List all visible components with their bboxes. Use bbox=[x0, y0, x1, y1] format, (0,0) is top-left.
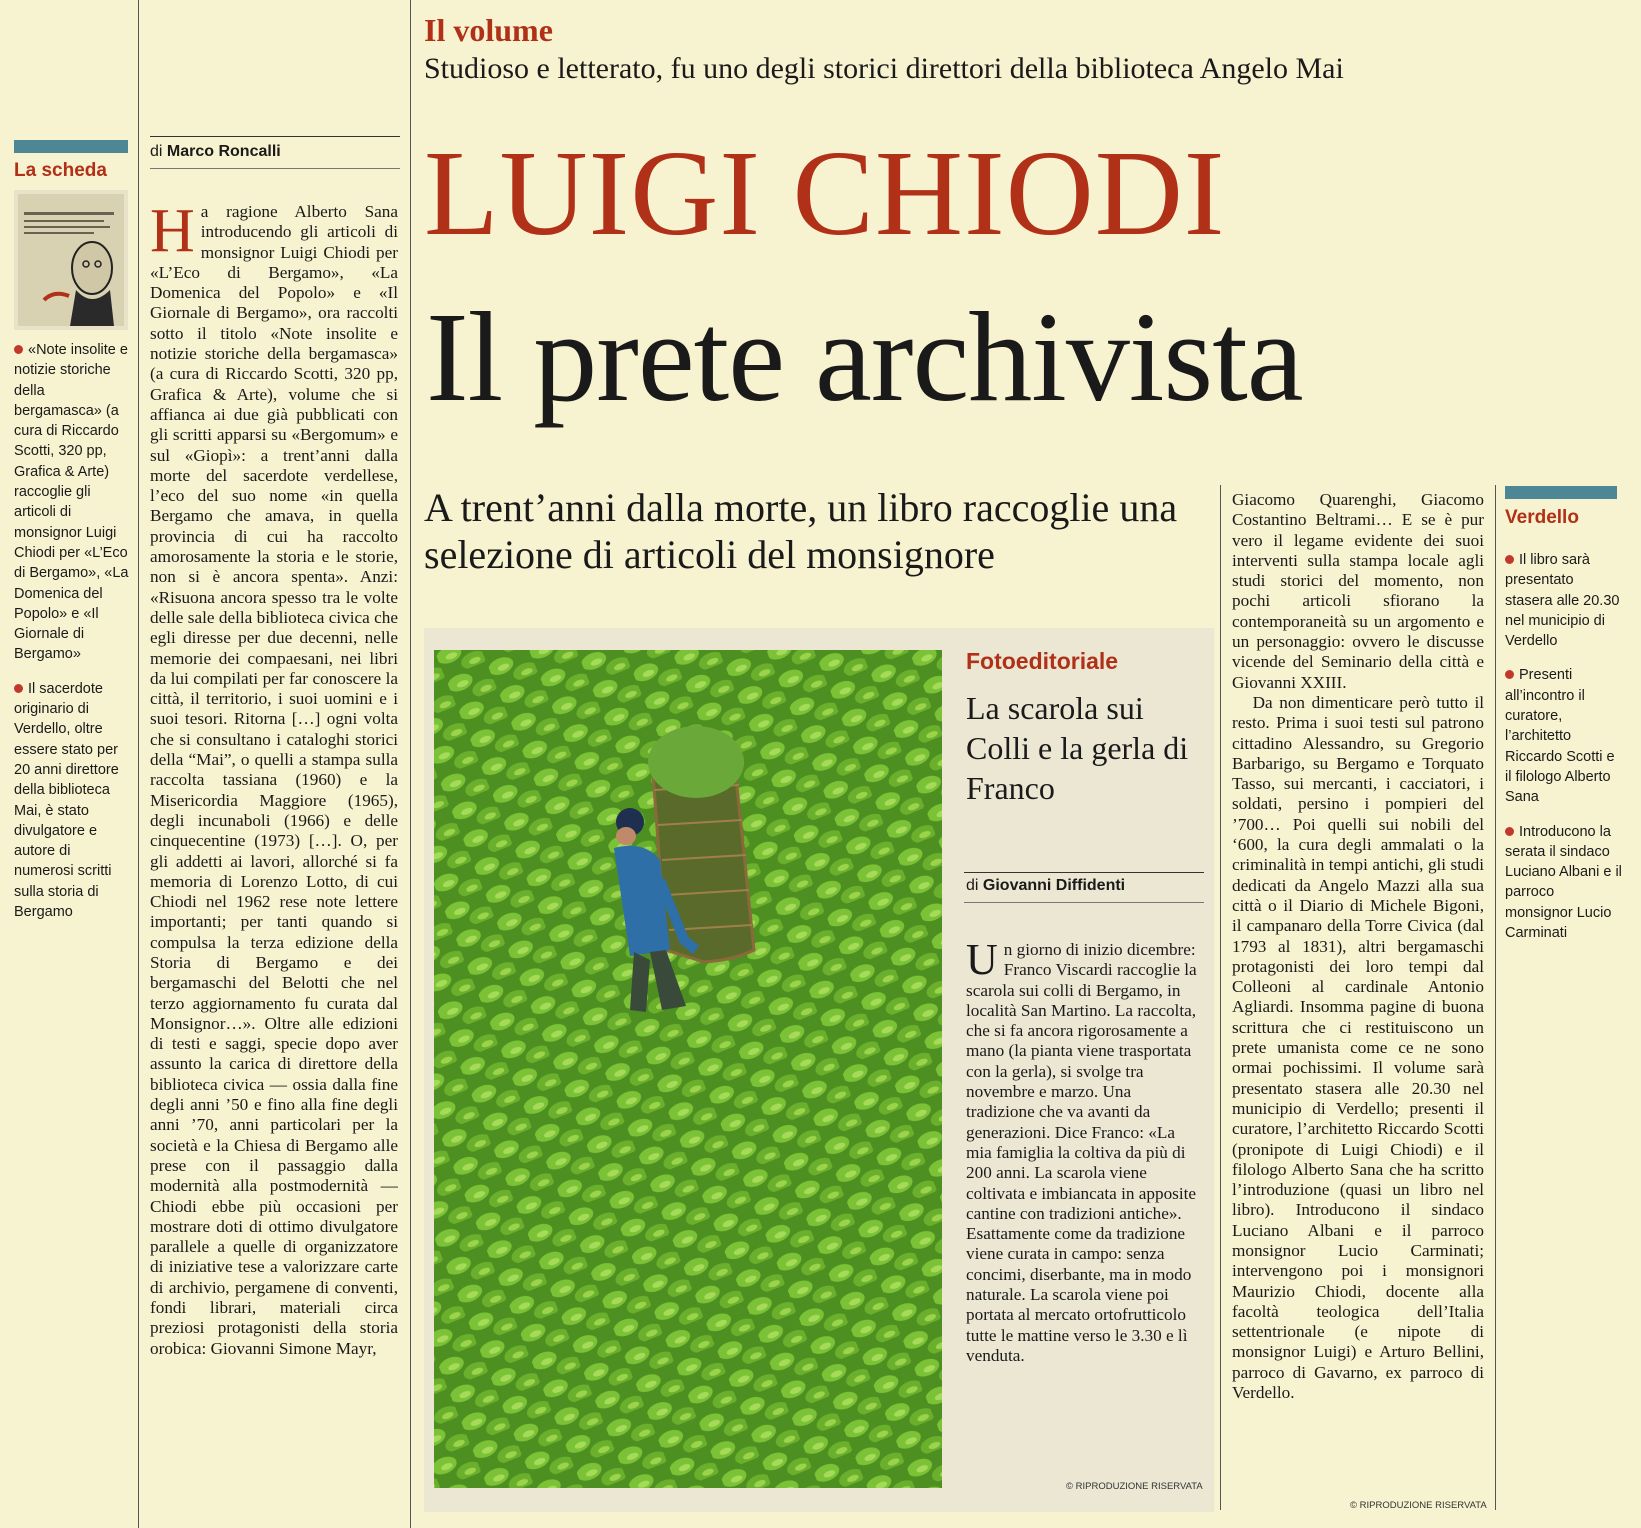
kicker: Il volume bbox=[424, 12, 553, 48]
sidebar-item: Il sacerdote originario di Verdello, oltre essere stato per 20 anni direttore della biblioteca Mai, è stato divulgatore e autore di numerosi scritti sulla storia di Bergamo bbox=[14, 680, 119, 921]
dropcap: U bbox=[966, 940, 998, 984]
subkicker: Studioso e letterato, fu uno degli storici direttori della biblioteca Angelo Mai bbox=[424, 52, 1344, 85]
sidebar-right-list bbox=[1505, 550, 1623, 957]
article-column-1: Ha ragione Alberto Sana introducendo gli articoli di monsignor Luigi Chiodi per «L’Eco di Bergamo», «La Domenica del Popolo» e «Il Giornale di Bergamo», ora raccolti sotto il titolo «Note insolite e notizie storiche della bergamasca» (a cura di Riccardo Scotti, 320 pp, Grafica & Arte), volume che si affianca ai due già pubblicati con gli scritti apparsi su «Bergomum» e sul «Giopì»: a trent’anni dalla morte del sacerdote verdellese, l’eco del suo nome «in quella Bergamo che amava, in quella provincia di cui ha raccolto amorosamente la storia e le storie, non si è ancora spenta». Anzi: «Risuona ancora spesso tra le volte delle sale della biblioteca civica che egli diresse per due decenni, nelle memorie dei compaesani, nei libri da lui compilati per far conoscere la città, il territorio, i suoi uomini e i suoi tesori. Ritorna […] ogni volta che si consultano i cataloghi storici della “Mai”, o quelli a stampa sulla raccolta tassiana (1960) e la Misericordia Maggiore (1965), degli incunaboli (1966) e delle cinquecentine (1973) […]. O, per gli addetti ai lavori, allorché si fa memoria di Lorenzo Lotto, di cui Chiodi nel 1962 rese note lettere importanti; per tanti quando si compulsa la terza edizione della Storia di Bergamo e dei bergamaschi del Belotti che nel terzo aggiornamento fu curata dal Monsignor…». Oltre alle edizioni di testi e saggi, specie dopo aver assunto la carica di direttore della biblioteca civica — ossia dalla fine degli anni ’50 e fino alla fine degli anni ’70, anni particolari per la società e la Chiesa di Bergamo alle prese con il passaggio dalla modernità alla postmodernità — Chiodi ebbe più occasioni per mostrare doti di ottimo divulgatore parallele a quelle di organizzatore di iniziative tese a valorizzare carte di archivio, pergamene di conventi, fondi librari, materiali circa preziosi protagonisti della storia orobica: Giovanni Simone Mayr, bbox=[150, 202, 398, 1358]
bullet-icon bbox=[14, 345, 23, 354]
bullet-icon bbox=[1505, 827, 1514, 836]
copyright-note: © RIPRODUZIONE RISERVATA bbox=[1350, 1500, 1487, 1511]
byline: di Marco Roncalli bbox=[150, 143, 281, 160]
column-divider bbox=[138, 0, 139, 1528]
photo-escarole-field bbox=[434, 650, 942, 1488]
column-divider bbox=[1220, 485, 1221, 1510]
headline-main: Il prete archivista bbox=[426, 286, 1303, 428]
book-cover-image bbox=[14, 190, 128, 330]
bullet-icon bbox=[1505, 670, 1514, 679]
sidebar-accent-bar bbox=[1505, 486, 1617, 499]
byline-rule bbox=[964, 872, 1204, 873]
bullet-icon bbox=[14, 684, 23, 693]
deck: A trent’anni dalla morte, un libro raccoglie una selezione di articoli del monsignore bbox=[424, 485, 1178, 577]
dropcap: H bbox=[150, 202, 195, 265]
photo-editorial-byline: di Giovanni Diffidenti bbox=[966, 877, 1126, 894]
byline-rule bbox=[150, 136, 400, 137]
sidebar-item: Il libro sarà presentato stasera alle 20.30 nel municipio di Verdello bbox=[1505, 552, 1620, 650]
byline-rule bbox=[964, 902, 1204, 903]
sidebar-item: Presenti all’incontro il curatore, l’architetto Riccardo Scotti e il filologo Alberto Sana bbox=[1505, 667, 1615, 806]
headline-name: LUIGI CHIODI bbox=[424, 126, 1226, 261]
sidebar-title: Verdello bbox=[1505, 507, 1579, 528]
sidebar-item: «Note insolite e notizie storiche della bergamasca» (a cura di Riccardo Scotti, 320 pp, Grafica & Arte) raccoglie gli articoli di monsignor Luigi Chiodi per «L’Eco di Bergamo», «La Domenica del Popolo» e «Il Giornale di Bergamo» bbox=[14, 342, 129, 663]
sidebar-accent-bar bbox=[14, 140, 128, 153]
sidebar-title: La scheda bbox=[14, 160, 107, 181]
byline-rule bbox=[150, 168, 400, 169]
photo-editorial-label: Fotoeditoriale bbox=[966, 648, 1119, 674]
column-divider bbox=[410, 0, 411, 1528]
column-divider bbox=[1495, 485, 1496, 1510]
sidebar-item: Introducono la serata il sindaco Luciano Albani e il parroco monsignor Lucio Carminati bbox=[1505, 823, 1622, 942]
copyright-note: © RIPRODUZIONE RISERVATA bbox=[1066, 1481, 1203, 1492]
sidebar-left-list bbox=[14, 340, 132, 936]
article-column-3: Giacomo Quarenghi, Giacomo Costantino Beltrami… E se è pur vero il legame evidente dei suoi interventi sulla stampa locale agli studi storici del momento, non pochi articoli sfiorano la contemporaneità su un argomento e un personaggio: ovvero le discusse vicende del Seminario della città e Giovanni XXIII. Da non dimenticare però tutto il resto. Prima i suoi testi sul patrono cittadino Alessandro, su Gregorio Barbarigo, su Bergamo e Torquato Tasso, sui mercanti, i cacciatori, i soldati, persino i pompieri del ’700… Poi quelli sui nobili del ‘600, la cura degli ammalati o la criminalità in tempi antichi, gli studi dedicati da Angelo Mazzi alla sua città o il Diario di Michele Bigoni, il campanaro della Torre Civica (dal 1793 al 1831), altri bergamaschi protagonisti dei loro tempi dal Colleoni al cardinale Antonio Agliardi. Insomma pagine di buona scrittura che ci restituiscono un prete umanista come ce ne sono ormai pochissimi. Il volume sarà presentato stasera alle 20.30 nel municipio di Verdello; presenti il curatore, l’architetto Riccardo Scotti (pronipote di Luigi Chiodi) e il filologo Alberto Sana che ha scritto l’introduzione (quasi un libro nel libro). Introducono il sindaco Luciano Albani e il parroco monsignor Lucio Carminati; intervengono poi i monsignori Maurizio Chiodi, docente alla facoltà teologica dell’Italia settentrionale (e nipote di monsignor Luigi) e Arturo Bellini, parroco di Gavarno, ex parroco di Verdello. bbox=[1232, 490, 1484, 1403]
photo-editorial-title: La scarola sui Colli e la gerla di Franco bbox=[966, 690, 1189, 806]
photo-editorial-text: Un giorno di inizio dicembre: Franco Viscardi raccoglie la scarola sui colli di Bergamo, in località San Martino. La raccolta, che si fa ancora rigorosamente a mano (la pianta viene trasportata con la gerla), si svolge tra novembre e marzo. Una tradizione che va avanti da generazioni. Dice Franco: «La mia famiglia la coltiva da più di 200 anni. La scarola viene coltivata e imbiancata in apposite cantine con tradizioni antiche». Esattamente come da tradizione viene curata in campo: senza concimi, diserbante, ma in modo naturale. La scarola viene poi portata al mercato ortofrutticolo tutte le mattine verso le 3.30 e lì venduta. bbox=[966, 940, 1197, 1365]
bullet-icon bbox=[1505, 555, 1514, 564]
